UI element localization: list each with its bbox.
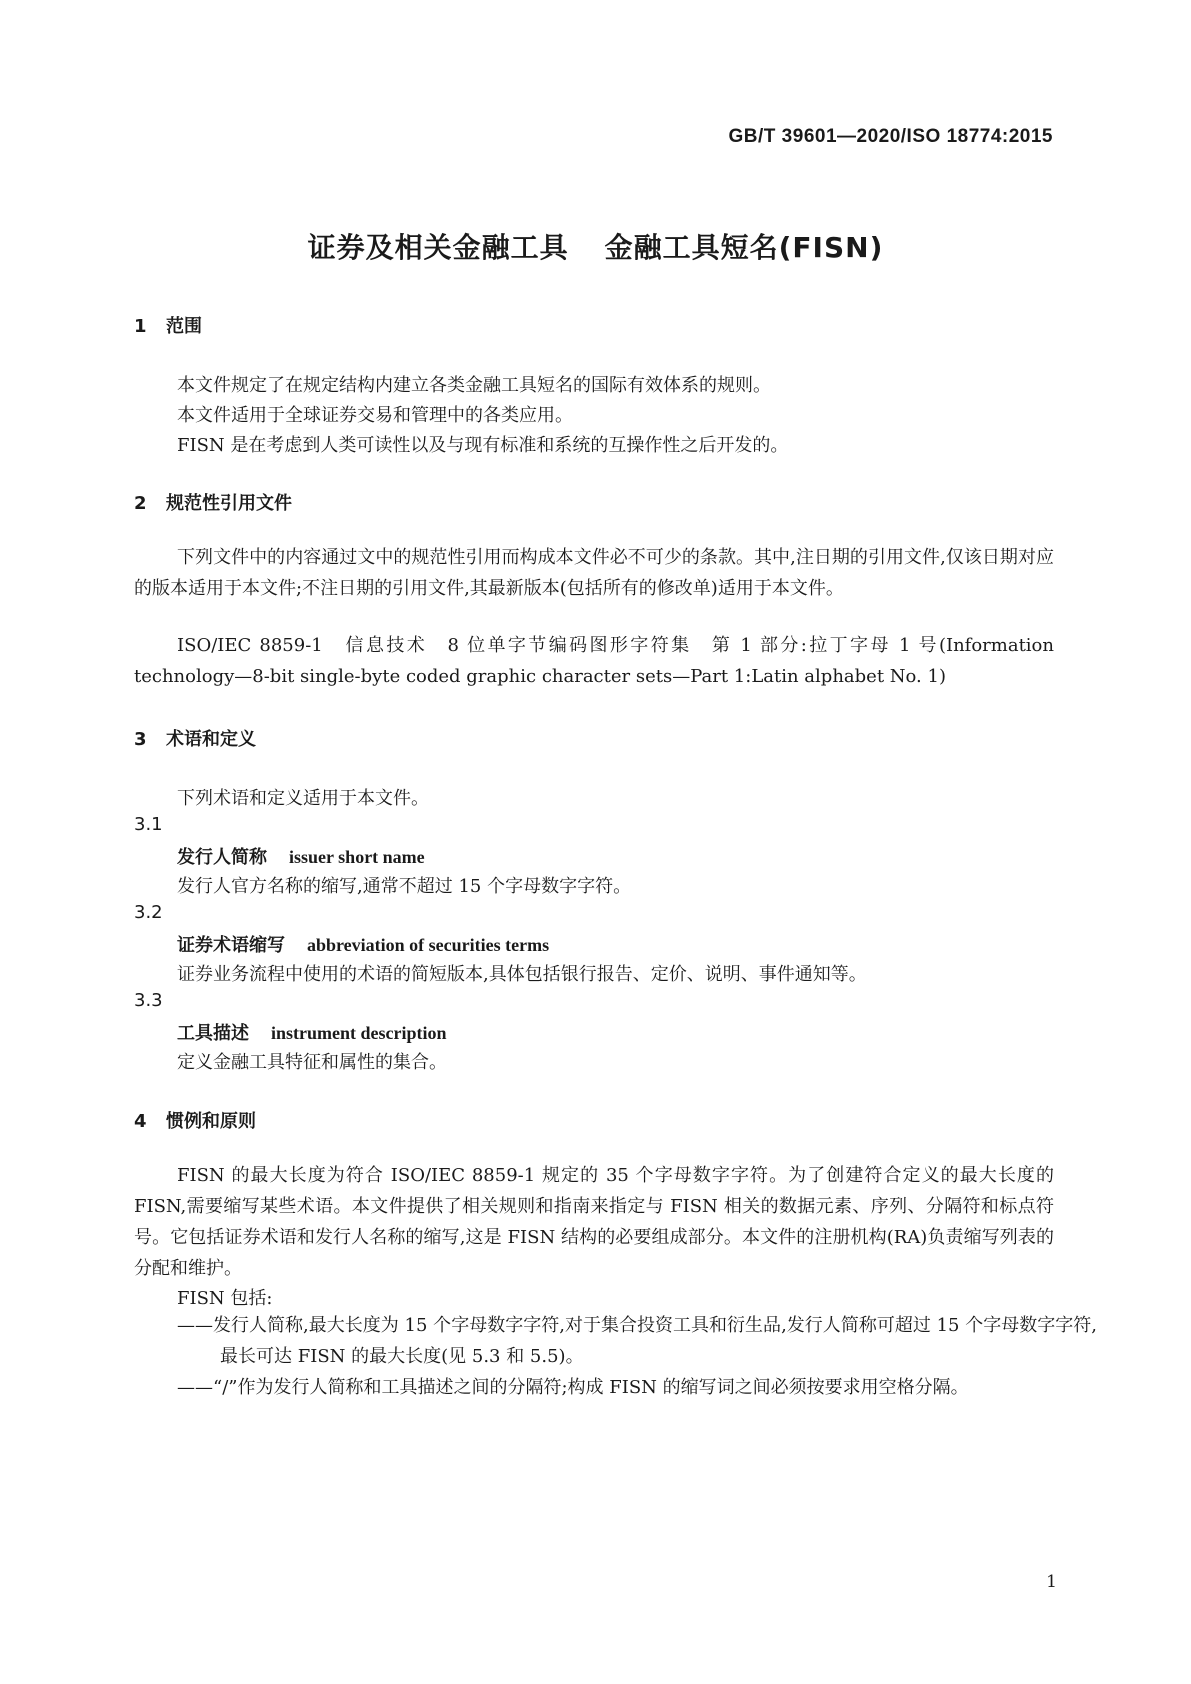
scope-line-1: 本文件规定了在规定结构内建立各类金融工具短名的国际有效体系的规则。 bbox=[177, 375, 771, 396]
document-title bbox=[0, 226, 1191, 266]
term-number: 3.2 bbox=[134, 902, 163, 923]
term-definition: 定义金融工具特征和属性的集合。 bbox=[177, 1052, 447, 1073]
normative-reference-entry: ISO/IEC 8859-1 信息技术 8 位单字节编码图形字符集 第 1 部分:拉丁字母 1 号(Information technology—8-bit single-byte coded graphic character sets—Part 1:Latin alphabet No. 1) bbox=[134, 635, 1054, 687]
page-number: 1 bbox=[1046, 1572, 1057, 1592]
section-number: 1 bbox=[134, 316, 147, 337]
term-zh: 工具描述 bbox=[177, 1023, 249, 1044]
section-title: 规范性引用文件 bbox=[166, 493, 292, 514]
scope-line-2: 本文件适用于全球证券交易和管理中的各类应用。 bbox=[177, 405, 573, 426]
section-number: 4 bbox=[134, 1111, 147, 1132]
term-en: abbreviation of securities terms bbox=[307, 935, 550, 955]
term-zh: 发行人简称 bbox=[177, 847, 267, 868]
scope-line-3: FISN 是在考虑到人类可读性以及与现有标准和系统的互操作性之后开发的。 bbox=[177, 435, 789, 456]
term-title bbox=[177, 843, 425, 869]
conventions-paragraph: FISN 的最大长度为符合 ISO/IEC 8859-1 规定的 35 个字母数字字符。为了创建符合定义的最大长度的 FISN,需要缩写某些术语。本文件提供了相关规则和指南来指定与 FISN 相关的数据元素、序列、分隔符和标点符号。它包括证券术语和发行人名称的缩写,这是 FISN 结构的必要组成部分。本文件的注册机构(RA)负责缩写列表的分配和维护。 bbox=[134, 1165, 1054, 1279]
section-title: 惯例和原则 bbox=[166, 1111, 256, 1132]
section-number: 3 bbox=[134, 729, 147, 750]
section-number: 2 bbox=[134, 493, 147, 514]
section-3-heading bbox=[134, 725, 256, 751]
term-title bbox=[177, 1019, 447, 1045]
term-zh: 证券术语缩写 bbox=[177, 935, 285, 956]
terms-intro: 下列术语和定义适用于本文件。 bbox=[177, 788, 429, 809]
term-en: issuer short name bbox=[289, 847, 425, 867]
term-number: 3.3 bbox=[134, 990, 163, 1011]
section-title: 术语和定义 bbox=[166, 729, 256, 750]
fisn-includes-label: FISN 包括: bbox=[177, 1288, 273, 1309]
section-4-heading bbox=[134, 1107, 256, 1133]
term-definition: 证券业务流程中使用的术语的简短版本,具体包括银行报告、定价、说明、事件通知等。 bbox=[177, 964, 867, 985]
title-part2: 金融工具短名(FISN) bbox=[604, 231, 884, 264]
section-title: 范围 bbox=[166, 316, 202, 337]
section-1-heading bbox=[134, 312, 202, 338]
term-en: instrument description bbox=[271, 1023, 447, 1043]
term-title bbox=[177, 931, 549, 957]
standard-code: GB/T 39601—2020/ISO 18774:2015 bbox=[728, 126, 1053, 147]
normative-references-paragraph: 下列文件中的内容通过文中的规范性引用而构成本文件必不可少的条款。其中,注日期的引用文件,仅该日期对应的版本适用于本文件;不注日期的引用文件,其最新版本(包括所有的修改单)适用于本文件。 bbox=[134, 547, 1054, 599]
section-2-heading bbox=[134, 489, 292, 515]
title-part1: 证券及相关金融工具 bbox=[307, 231, 569, 264]
list-item: ——发行人简称,最大长度为 15 个字母数字字符,对于集合投资工具和衍生品,发行人简称可超过 15 个字母数字字符,最长可达 FISN 的最大长度(见 5.3 和 5.5)。 bbox=[177, 1315, 1097, 1367]
term-number: 3.1 bbox=[134, 814, 163, 835]
term-definition: 发行人官方名称的缩写,通常不超过 15 个字母数字字符。 bbox=[177, 876, 632, 897]
list-item: ——“/”作为发行人简称和工具描述之间的分隔符;构成 FISN 的缩写词之间必须按要求用空格分隔。 bbox=[177, 1377, 969, 1398]
